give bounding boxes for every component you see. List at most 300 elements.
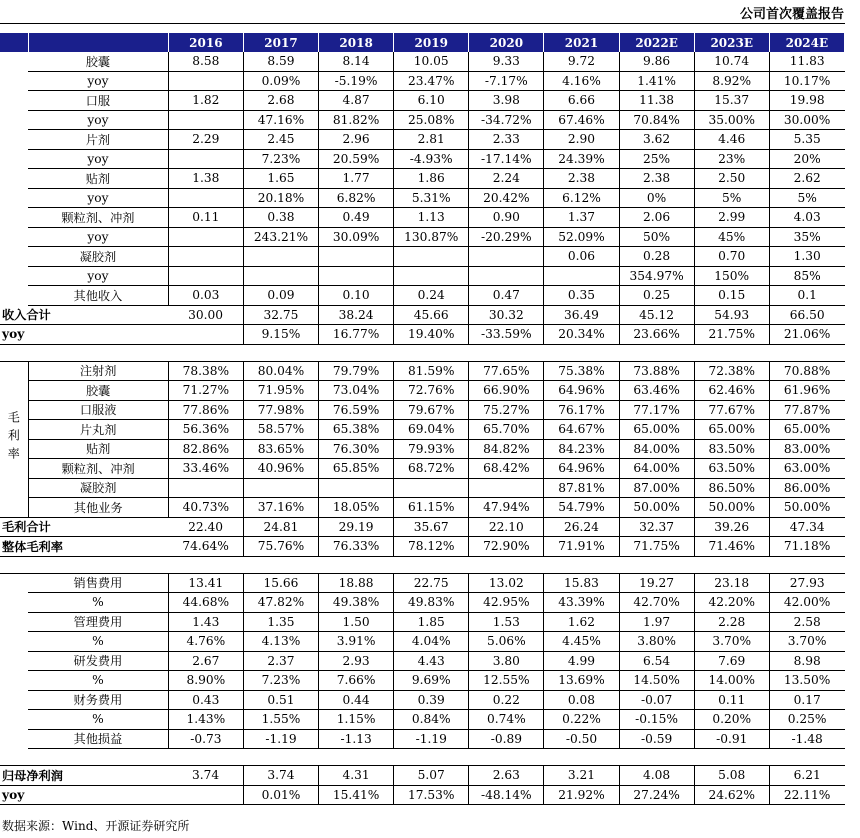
table-cell: 76.30% <box>319 439 394 459</box>
table-cell: 8.90% <box>168 671 243 691</box>
spacer-cell <box>0 749 845 766</box>
table-cell: 35.67 <box>394 517 469 537</box>
table-cell: 18.88 <box>319 573 394 593</box>
table-cell: 15.41% <box>319 785 394 805</box>
row-label: 片丸剂 <box>28 420 168 440</box>
row-label: 颗粒剂、冲剂 <box>28 208 168 228</box>
table-cell: 0.51 <box>243 690 318 710</box>
table-cell: 21.06% <box>769 325 844 345</box>
table-cell <box>168 266 243 286</box>
table-cell: 11.83 <box>769 52 844 71</box>
table-row <box>0 651 845 671</box>
table-cell: 20.59% <box>319 149 394 169</box>
table-row <box>0 612 845 632</box>
table-cell: 67.46% <box>544 110 619 130</box>
table-cell: 22.10 <box>469 517 544 537</box>
table-cell: 50.00% <box>619 498 694 518</box>
table-row <box>0 766 845 786</box>
table-row <box>0 671 845 691</box>
row-label: 口服 <box>28 91 168 111</box>
table-cell: 2.62 <box>769 169 844 189</box>
table-cell: 13.69% <box>544 671 619 691</box>
table-cell: 84.23% <box>544 439 619 459</box>
table-cell <box>168 478 243 498</box>
table-cell: 20.42% <box>469 188 544 208</box>
row-label: 整体毛利率 <box>0 537 168 557</box>
table-cell: 9.69% <box>394 671 469 691</box>
table-cell: 68.72% <box>394 459 469 479</box>
table-cell: 81.59% <box>394 361 469 381</box>
table-row <box>0 110 845 130</box>
table-cell: 6.10 <box>394 91 469 111</box>
table-cell: 40.73% <box>168 498 243 518</box>
table-cell: 85% <box>769 266 844 286</box>
table-row <box>0 149 845 169</box>
row-label: % <box>28 632 168 652</box>
table-row <box>0 361 845 381</box>
table-cell: 1.41% <box>619 71 694 91</box>
table-cell: 0.15 <box>694 286 769 306</box>
table-cell <box>394 266 469 286</box>
table-cell: 13.41 <box>168 573 243 593</box>
table-cell: 79.93% <box>394 439 469 459</box>
table-cell: 7.23% <box>243 671 318 691</box>
table-cell: -1.13 <box>319 729 394 749</box>
table-cell: 4.04% <box>394 632 469 652</box>
table-cell: 68.42% <box>469 459 544 479</box>
table-cell: 3.62 <box>619 130 694 150</box>
table-cell: 20.18% <box>243 188 318 208</box>
table-cell: 9.15% <box>243 325 318 345</box>
table-row <box>0 71 845 91</box>
table-cell: 82.86% <box>168 439 243 459</box>
row-label: 毛利合计 <box>0 517 168 537</box>
table-cell: 22.11% <box>769 785 844 805</box>
table-cell: 65.85% <box>319 459 394 479</box>
table-cell: 4.76% <box>168 632 243 652</box>
row-label: yoy <box>0 325 168 345</box>
table-cell: 86.50% <box>694 478 769 498</box>
table-cell: 4.46 <box>694 130 769 150</box>
table-cell: 2.38 <box>544 169 619 189</box>
table-cell: 6.12% <box>544 188 619 208</box>
report-type-label: 公司首次覆盖报告 <box>739 7 844 22</box>
table-cell: 45% <box>694 227 769 247</box>
table-cell: 6.21 <box>769 766 844 786</box>
table-cell: 30.00% <box>769 110 844 130</box>
table-cell: 2.24 <box>469 169 544 189</box>
table-cell: 3.98 <box>469 91 544 111</box>
table-cell: 72.76% <box>394 381 469 401</box>
table-cell: 2.90 <box>544 130 619 150</box>
row-label: 财务费用 <box>28 690 168 710</box>
table-cell: 0.74% <box>469 710 544 730</box>
margin-group-text: 毛利率 <box>6 410 21 465</box>
table-cell: 3.74 <box>168 766 243 786</box>
table-cell: 75.76% <box>243 537 318 557</box>
table-cell: 84.82% <box>469 439 544 459</box>
table-cell: 66.50 <box>769 305 844 325</box>
table-cell <box>168 110 243 130</box>
table-cell: 1.97 <box>619 612 694 632</box>
table-row <box>0 593 845 613</box>
table-row <box>0 381 845 401</box>
table-row <box>0 247 845 267</box>
table-cell: 10.74 <box>694 52 769 71</box>
table-cell: 1.65 <box>243 169 318 189</box>
table-cell: 35.00% <box>694 110 769 130</box>
header-blank <box>28 33 168 52</box>
table-cell: 64.96% <box>544 459 619 479</box>
table-cell: 20% <box>769 149 844 169</box>
table-cell: 2.63 <box>469 766 544 786</box>
table-cell: 45.66 <box>394 305 469 325</box>
table-cell: 8.58 <box>168 52 243 71</box>
table-cell: 35% <box>769 227 844 247</box>
table-cell: 65.00% <box>694 420 769 440</box>
table-cell: -0.15% <box>619 710 694 730</box>
table-cell: 71.91% <box>544 537 619 557</box>
table-cell: 24.62% <box>694 785 769 805</box>
table-cell: 15.83 <box>544 573 619 593</box>
table-cell: 19.40% <box>394 325 469 345</box>
section-spacer <box>0 749 845 766</box>
table-cell: 13.50% <box>769 671 844 691</box>
table-cell: 1.62 <box>544 612 619 632</box>
table-cell: 65.70% <box>469 420 544 440</box>
table-cell: 2.33 <box>469 130 544 150</box>
table-cell: 47.82% <box>243 593 318 613</box>
table-cell <box>394 247 469 267</box>
table-cell: 8.92% <box>694 71 769 91</box>
table-cell: 7.69 <box>694 651 769 671</box>
year-header: 2019 <box>394 33 469 52</box>
table-cell: 50.00% <box>694 498 769 518</box>
table-cell: 3.21 <box>544 766 619 786</box>
table-row <box>0 188 845 208</box>
year-header: 2021 <box>544 33 619 52</box>
table-row <box>0 130 845 150</box>
table-cell: 10.17% <box>769 71 844 91</box>
table-cell: 2.99 <box>694 208 769 228</box>
table-cell: 0.43 <box>168 690 243 710</box>
table-row <box>0 459 845 479</box>
table-cell: 45.12 <box>619 305 694 325</box>
table-cell: 0.11 <box>168 208 243 228</box>
row-label: % <box>28 710 168 730</box>
table-cell: -17.14% <box>469 149 544 169</box>
table-row <box>0 785 845 805</box>
table-cell: 1.43% <box>168 710 243 730</box>
table-cell: 4.99 <box>544 651 619 671</box>
row-label: 胶囊 <box>28 52 168 71</box>
table-cell: 9.33 <box>469 52 544 71</box>
table-cell <box>168 785 243 805</box>
row-label: yoy <box>28 110 168 130</box>
table-cell: 79.79% <box>319 361 394 381</box>
table-cell <box>243 266 318 286</box>
table-cell: 21.75% <box>694 325 769 345</box>
table-cell: 43.39% <box>544 593 619 613</box>
table-cell: 63.46% <box>619 381 694 401</box>
spacer-cell <box>0 556 845 573</box>
table-cell: -7.17% <box>469 71 544 91</box>
table-cell: 0.01% <box>243 785 318 805</box>
table-cell: 38.24 <box>319 305 394 325</box>
table-cell: 3.80 <box>469 651 544 671</box>
table-cell: 54.79% <box>544 498 619 518</box>
table-cell: 71.95% <box>243 381 318 401</box>
table-cell: 78.12% <box>394 537 469 557</box>
table-cell: 87.00% <box>619 478 694 498</box>
table-cell: -5.19% <box>319 71 394 91</box>
table-cell: 71.46% <box>694 537 769 557</box>
table-cell: 9.72 <box>544 52 619 71</box>
table-cell: 0.47 <box>469 286 544 306</box>
table-cell: 2.96 <box>319 130 394 150</box>
table-cell: 6.66 <box>544 91 619 111</box>
table-cell: 4.45% <box>544 632 619 652</box>
table-cell: 70.88% <box>769 361 844 381</box>
row-label: % <box>28 671 168 691</box>
table-cell: 80.04% <box>243 361 318 381</box>
table-row <box>0 710 845 730</box>
table-cell: 83.65% <box>243 439 318 459</box>
row-label: yoy <box>28 227 168 247</box>
table-cell: -48.14% <box>469 785 544 805</box>
table-cell: 66.90% <box>469 381 544 401</box>
table-cell <box>243 478 318 498</box>
table-cell: 61.96% <box>769 381 844 401</box>
table-cell: 75.27% <box>469 400 544 420</box>
table-cell: 25.08% <box>394 110 469 130</box>
table-cell: 40.96% <box>243 459 318 479</box>
table-cell: 76.17% <box>544 400 619 420</box>
table-cell: 23.47% <box>394 71 469 91</box>
table-cell: 32.75 <box>243 305 318 325</box>
table-cell: 4.08 <box>619 766 694 786</box>
table-cell: 73.04% <box>319 381 394 401</box>
table-cell: 19.98 <box>769 91 844 111</box>
table-cell: 8.59 <box>243 52 318 71</box>
table-cell: 0.08 <box>544 690 619 710</box>
table-cell: 0.25% <box>769 710 844 730</box>
table-cell: 11.38 <box>619 91 694 111</box>
year-header: 2018 <box>319 33 394 52</box>
table-cell <box>319 478 394 498</box>
table-cell: 1.15% <box>319 710 394 730</box>
table-cell: 70.84% <box>619 110 694 130</box>
table-cell: -1.19 <box>243 729 318 749</box>
table-cell: -0.89 <box>469 729 544 749</box>
row-label: yoy <box>0 785 168 805</box>
table-cell: 0.20% <box>694 710 769 730</box>
table-row <box>0 52 845 71</box>
table-cell: 65.00% <box>769 420 844 440</box>
row-label: 颗粒剂、冲剂 <box>28 459 168 479</box>
table-cell: 1.38 <box>168 169 243 189</box>
table-cell: 37.16% <box>243 498 318 518</box>
table-cell: 42.20% <box>694 593 769 613</box>
table-cell <box>469 478 544 498</box>
table-row <box>0 286 845 306</box>
table-cell: 2.28 <box>694 612 769 632</box>
table-cell: 7.66% <box>319 671 394 691</box>
table-cell: 74.64% <box>168 537 243 557</box>
table-cell: 33.46% <box>168 459 243 479</box>
year-header: 2022E <box>619 33 694 52</box>
row-label: 胶囊 <box>28 381 168 401</box>
table-cell: 1.85 <box>394 612 469 632</box>
table-cell: 77.17% <box>619 400 694 420</box>
row-label: yoy <box>28 71 168 91</box>
table-cell: -34.72% <box>469 110 544 130</box>
row-label: % <box>28 593 168 613</box>
table-cell: 354.97% <box>619 266 694 286</box>
table-cell <box>243 247 318 267</box>
table-cell: 83.50% <box>694 439 769 459</box>
table-cell: 71.18% <box>769 537 844 557</box>
table-row <box>0 400 845 420</box>
row-label: 研发费用 <box>28 651 168 671</box>
table-cell: 87.81% <box>544 478 619 498</box>
table-cell: 0.11 <box>694 690 769 710</box>
table-cell: 0.49 <box>319 208 394 228</box>
row-label: 口服液 <box>28 400 168 420</box>
table-cell <box>168 149 243 169</box>
table-cell <box>319 247 394 267</box>
table-cell: 13.02 <box>469 573 544 593</box>
table-row <box>0 305 845 325</box>
table-cell: 44.68% <box>168 593 243 613</box>
row-label: yoy <box>28 188 168 208</box>
table-cell: 73.88% <box>619 361 694 381</box>
table-cell: 5% <box>769 188 844 208</box>
table-cell: 42.95% <box>469 593 544 613</box>
row-label: 凝胶剂 <box>28 478 168 498</box>
table-cell: 8.14 <box>319 52 394 71</box>
table-cell: 42.70% <box>619 593 694 613</box>
table-cell: 0.09 <box>243 286 318 306</box>
row-indent <box>0 573 28 749</box>
table-cell: 0.25 <box>619 286 694 306</box>
table-cell: 47.34 <box>769 517 844 537</box>
table-cell: 4.31 <box>319 766 394 786</box>
table-cell: 69.04% <box>394 420 469 440</box>
margin-group-label <box>0 361 28 517</box>
table-cell: 25% <box>619 149 694 169</box>
table-cell: 1.86 <box>394 169 469 189</box>
table-cell: 3.70% <box>769 632 844 652</box>
table-cell: 39.26 <box>694 517 769 537</box>
table-cell: 21.92% <box>544 785 619 805</box>
table-cell: 15.37 <box>694 91 769 111</box>
table-cell: 3.74 <box>243 766 318 786</box>
table-cell: 18.05% <box>319 498 394 518</box>
table-cell: 32.37 <box>619 517 694 537</box>
table-cell: 23.66% <box>619 325 694 345</box>
table-cell: 4.13% <box>243 632 318 652</box>
table-cell: 42.00% <box>769 593 844 613</box>
table-cell: 27.93 <box>769 573 844 593</box>
table-cell: 2.81 <box>394 130 469 150</box>
table-cell <box>168 71 243 91</box>
source-note: 数据来源：Wind、开源证券研究所 <box>2 819 190 833</box>
table-cell: 5% <box>694 188 769 208</box>
table-cell: 78.38% <box>168 361 243 381</box>
table-cell: 6.82% <box>319 188 394 208</box>
table-cell: 16.77% <box>319 325 394 345</box>
table-header-row <box>0 33 845 52</box>
table-cell: 84.00% <box>619 439 694 459</box>
table-cell: 17.53% <box>394 785 469 805</box>
year-header: 2024E <box>769 33 844 52</box>
year-header: 2017 <box>243 33 318 52</box>
table-cell: 243.21% <box>243 227 318 247</box>
table-cell: -20.29% <box>469 227 544 247</box>
table-row <box>0 420 845 440</box>
table-cell: 1.53 <box>469 612 544 632</box>
table-cell: 52.09% <box>544 227 619 247</box>
table-cell: 0.35 <box>544 286 619 306</box>
table-cell: 2.45 <box>243 130 318 150</box>
row-label: yoy <box>28 149 168 169</box>
table-cell <box>544 266 619 286</box>
row-label: 注射剂 <box>28 361 168 381</box>
table-row <box>0 325 845 345</box>
table-cell <box>168 188 243 208</box>
table-cell: 4.16% <box>544 71 619 91</box>
table-cell: 4.03 <box>769 208 844 228</box>
header-rule <box>0 23 845 24</box>
row-label: 归母净利润 <box>0 766 168 786</box>
row-label: 其他收入 <box>28 286 168 306</box>
table-cell: 50.00% <box>769 498 844 518</box>
table-cell: 22.40 <box>168 517 243 537</box>
table-row <box>0 478 845 498</box>
table-cell: 62.46% <box>694 381 769 401</box>
table-cell: 0.38 <box>243 208 318 228</box>
table-cell: 15.66 <box>243 573 318 593</box>
table-cell: 10.05 <box>394 52 469 71</box>
table-cell: 23% <box>694 149 769 169</box>
table-cell: 0.28 <box>619 247 694 267</box>
table-cell: 19.27 <box>619 573 694 593</box>
table-cell: 26.24 <box>544 517 619 537</box>
table-cell: 2.06 <box>619 208 694 228</box>
table-cell <box>469 266 544 286</box>
table-cell: 0.22 <box>469 690 544 710</box>
table-cell: 0.84% <box>394 710 469 730</box>
table-row <box>0 439 845 459</box>
forecast-table <box>0 33 845 805</box>
table-cell: 9.86 <box>619 52 694 71</box>
row-label: 收入合计 <box>0 305 168 325</box>
table-row <box>0 517 845 537</box>
table-cell: 2.93 <box>319 651 394 671</box>
table-cell: 30.00 <box>168 305 243 325</box>
table-cell <box>168 247 243 267</box>
row-label: yoy <box>28 266 168 286</box>
table-cell: 0.39 <box>394 690 469 710</box>
table-cell: 75.38% <box>544 361 619 381</box>
table-cell: 12.55% <box>469 671 544 691</box>
table-cell: 77.86% <box>168 400 243 420</box>
table-cell: 5.35 <box>769 130 844 150</box>
table-cell: 5.06% <box>469 632 544 652</box>
table-row <box>0 632 845 652</box>
table-cell: 2.29 <box>168 130 243 150</box>
